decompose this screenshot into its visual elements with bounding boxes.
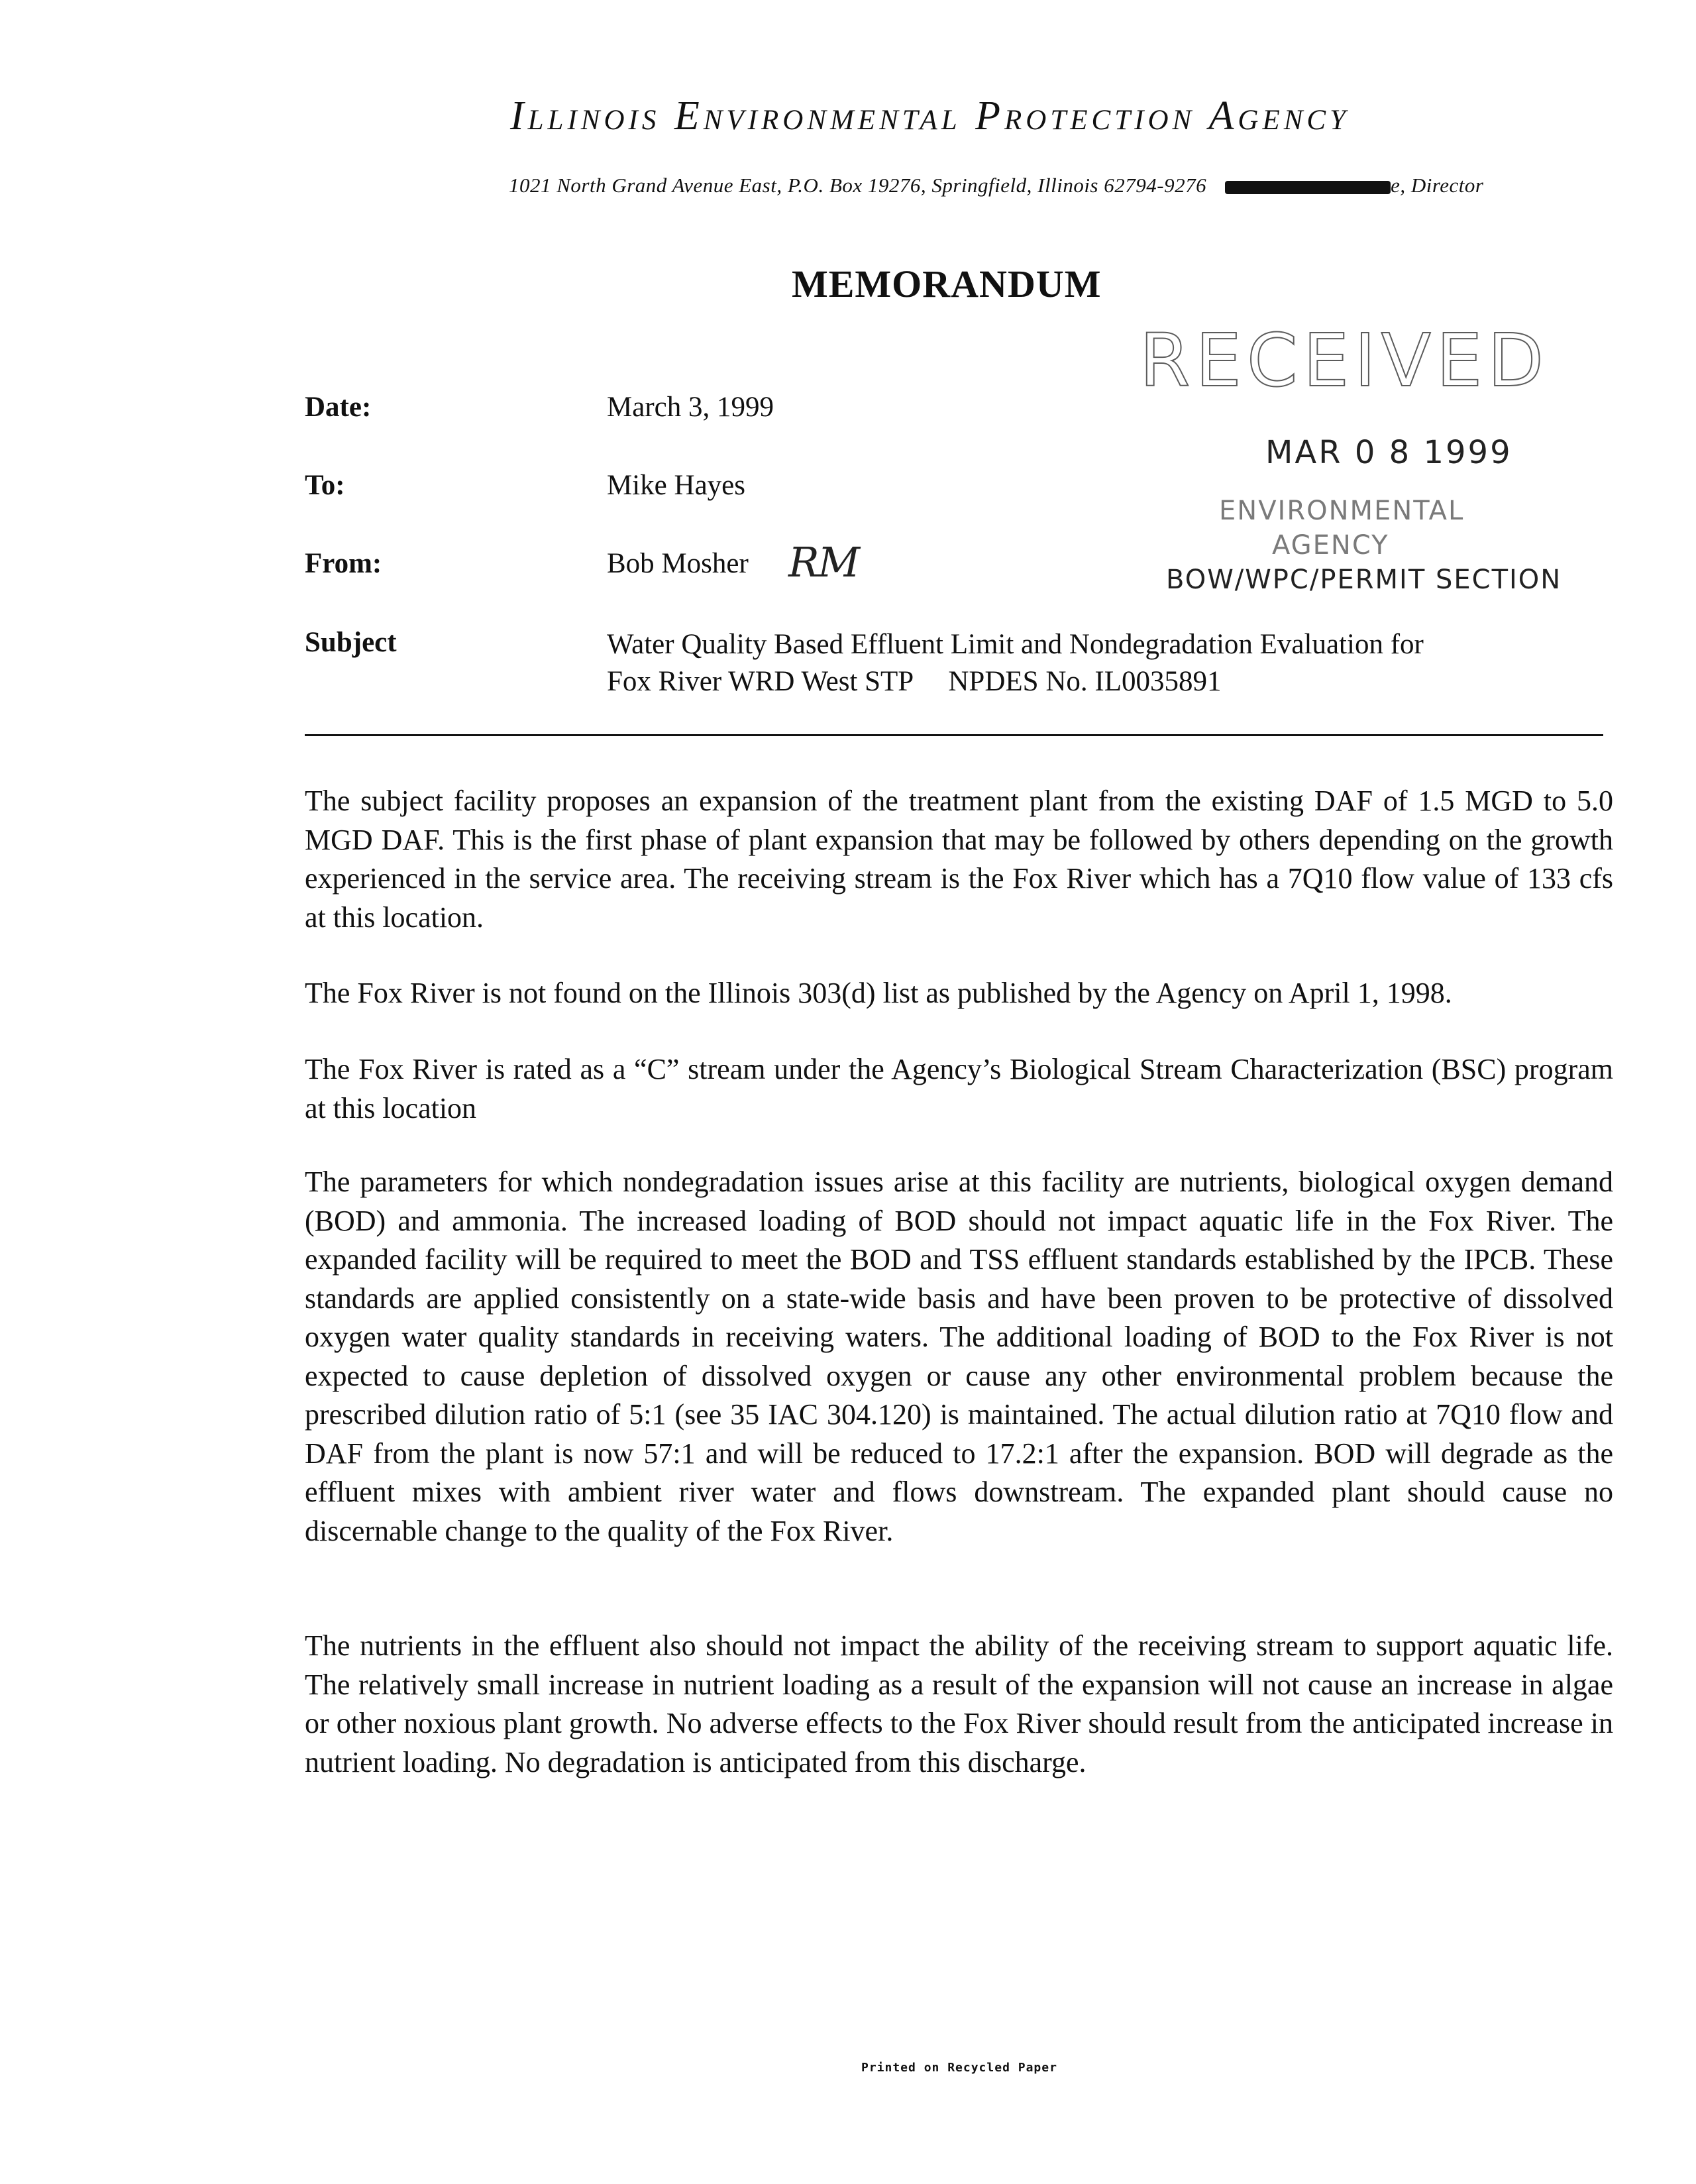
from-label: From: (305, 548, 382, 579)
header-divider (305, 734, 1603, 736)
subject-value (607, 626, 1640, 700)
subject-line-2: Fox River WRD West STP NPDES No. IL0035891 (607, 666, 1222, 697)
agency-name: Illinois Environmental Protection Agency (510, 93, 1350, 138)
date-label: Date: (305, 392, 372, 423)
footer-note: Printed on Recycled Paper (861, 2061, 1057, 2075)
stamp-received: RECEIVED (1140, 318, 1550, 403)
received-stamp (1140, 305, 1597, 610)
paragraph-3: The Fox River is rated as a “C” stream under the Agency’s Biological Stream Characterization (BSC) program at this location (305, 1053, 1613, 1124)
subject-label: Subject (305, 627, 397, 658)
stamp-line-3: BOW/WPC/PERMIT SECTION (1166, 565, 1562, 595)
from-value: Bob Mosher (607, 548, 749, 579)
address-text: 1021 North Grand Avenue East, P.O. Box 19276, Springfield, Illinois 62794-9276 (509, 174, 1207, 197)
paragraph-4: The parameters for which nondegradation issues arise at this facility are nutrients, biological oxygen demand (BOD) and ammonia. The increased loading of BOD should not impact aquatic life in the Fox River. The expanded facility will be required to meet the BOD and TSS effluent standards established by the IPCB. These standards are applied consistently on a state-wide basis and have been proven to be protective of dissolved oxygen water quality standards in receiving waters. The additional loading of BOD to the Fox River is not expected to cause depletion of dissolved oxygen or cause any other environmental problem because the prescribed dilution ratio of 5:1 (see 35 IAC 304.120) is maintained. The actual dilution ratio at 7Q10 flow and DAF from the plant is now 57:1 and will be reduced to 17.2:1 after the expansion. BOD will degrade as the effluent mixes with ambient river water and flows downstream. The expanded plant should cause no discernable change to the quality of the Fox River. (305, 1166, 1613, 1547)
subject-line-1: Water Quality Based Effluent Limit and Nondegradation Evaluation for (607, 629, 1424, 660)
paragraph-5: The nutrients in the effluent also should not impact the ability of the receiving stream to support aquatic life. The relatively small increase in nutrient loading as a result of the expansion will not cause an increase in algae or other noxious plant growth. No adverse effects to the Fox River should result from the anticipated increase in nutrient loading. No degradation is anticipated from this discharge. (305, 1629, 1613, 1778)
to-value: Mike Hayes (607, 470, 745, 501)
memo-title: MEMORANDUM (792, 262, 1102, 305)
stamp-line-1: ENVIRONMENTAL (1219, 496, 1465, 526)
redaction-bar (1225, 181, 1391, 194)
signature-initials: RM (788, 538, 859, 586)
director-title: e, Director (1391, 174, 1484, 197)
date-value: March 3, 1999 (607, 392, 774, 423)
agency-address (509, 174, 1635, 197)
to-label: To: (305, 470, 345, 501)
paragraph-1: The subject facility proposes an expansion of the treatment plant from the existing DAF of 1.5 MGD to 5.0 MGD DAF. This is the first phase of plant expansion that may be followed by others depending on the growth experienced in the service area. The receiving stream is the Fox River which has a 7Q10 flow value of 133 cfs at this location. (305, 785, 1613, 934)
stamp-line-2: AGENCY (1272, 530, 1389, 561)
paragraph-2: The Fox River is not found on the Illinois 303(d) list as published by the Agency on April 1, 1998. (305, 977, 1452, 1009)
stamp-date: MAR 0 8 1999 (1265, 434, 1512, 471)
